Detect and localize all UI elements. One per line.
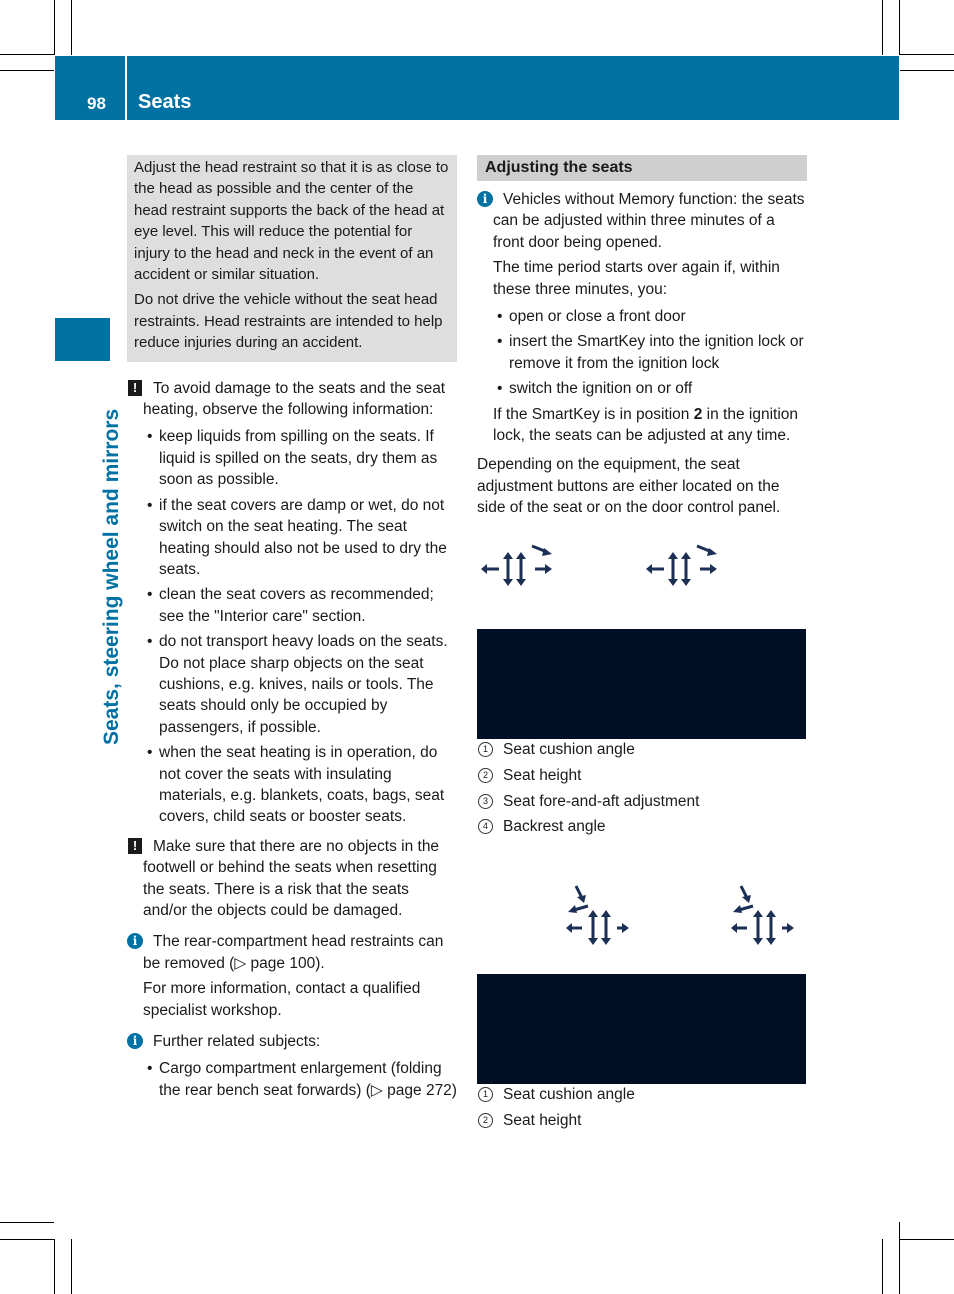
- section-heading: Adjusting the seats: [477, 155, 807, 181]
- callout-number: 3: [478, 794, 493, 809]
- seat-control-icon: [731, 886, 794, 945]
- info-icon: i: [127, 1033, 143, 1049]
- legend-item: [477, 791, 807, 812]
- seat-control-icon: [646, 546, 717, 586]
- note-text: Further related subjects:: [153, 1033, 321, 1051]
- note-text-part: If the SmartKey is in position: [493, 405, 694, 423]
- note-text: The rear-compartment head restraints can be removed (▷ page 100).: [143, 933, 444, 972]
- seat-adjust-figure-1: [477, 539, 807, 739]
- crop-mark: [899, 0, 900, 55]
- callout-number: 1: [478, 1087, 493, 1102]
- seat-adjust-figure-2: [477, 862, 807, 1094]
- list-item: • open or close a front door: [509, 306, 807, 327]
- note-text: Make sure that there are no objects in the footwell or behind the seats when resetting the seats. There is a risk that the seats and/or the objects could be damaged.: [143, 837, 440, 919]
- info-icon: i: [127, 933, 143, 949]
- section-title: Seats: [138, 91, 192, 113]
- note-text: For more information, contact a qualified specialist workshop.: [143, 980, 421, 1019]
- crop-mark: [0, 70, 54, 71]
- seat-adjust-icons: [477, 539, 807, 629]
- note-text: Vehicles without Memory function: the seats can be adjusted within three minutes of a front door being opened.: [493, 191, 805, 251]
- crop-mark: [54, 1239, 55, 1294]
- list-item: • switch the ignition on or off: [509, 378, 807, 399]
- legend-label: Seat height: [503, 1111, 582, 1129]
- bullet-list: [493, 306, 807, 400]
- legend-item: [477, 816, 807, 837]
- note-text-part: in the ignition lock, the seats can be adjusted at any time.: [493, 405, 799, 445]
- callout-number: 1: [478, 742, 493, 757]
- crop-mark: [900, 70, 954, 71]
- seat-control-icon: [481, 546, 552, 586]
- crop-mark: [54, 0, 55, 55]
- list-item: • do not transport heavy loads on the seats. Do not place sharp objects on the seat cushions, e.g. knives, nails or tools. The seats should only be occupied by passengers, if possible.: [159, 631, 457, 738]
- right-column: [477, 155, 807, 1136]
- info-note: [127, 931, 457, 1021]
- exclamation-icon: !: [128, 838, 142, 854]
- side-tab-block: [55, 318, 110, 361]
- figure-image-dark: [477, 629, 806, 739]
- info-note: [127, 1031, 457, 1101]
- header-divider: [125, 56, 127, 120]
- page-number: 98: [87, 94, 106, 113]
- crop-mark: [900, 1239, 954, 1240]
- body-paragraph: Depending on the equipment, the seat adjustment buttons are either located on the side of the seat or on the door control panel.: [477, 456, 781, 517]
- figure-legend: [477, 1084, 807, 1131]
- legend-label: Seat fore-and-aft adjustment: [503, 792, 700, 810]
- list-item: • Cargo compartment enlargement (folding the rear bench seat forwards) (▷ page 272): [159, 1058, 457, 1101]
- page-header: [55, 56, 899, 120]
- legend-label: Backrest angle: [503, 818, 606, 836]
- list-item: • when the seat heating is in operation, do not cover the seats with insulating materials, e.g. blankets, coats, bags, seat covers, child seats or booster seats.: [159, 742, 457, 828]
- seat-adjust-icons: [477, 862, 807, 972]
- list-item: • if the seat covers are damp or wet, do not switch on the seat heating. The seat heating should also not be used to dry the seats.: [159, 495, 457, 581]
- warning-paragraph: Do not drive the vehicle without the seat head restraints. Head restraints are intended to help reduce injuries during an accident.: [134, 291, 443, 352]
- info-note: [477, 189, 807, 446]
- list-item: • clean the seat covers as recommended; see the "Interior care" section.: [159, 584, 457, 627]
- bullet-list: [143, 1058, 457, 1101]
- callout-number: 2: [478, 1113, 493, 1128]
- callout-number: 4: [478, 819, 493, 834]
- crop-mark: [900, 54, 954, 55]
- crop-mark: [882, 0, 883, 55]
- crop-mark: [71, 1239, 72, 1294]
- crop-mark: [71, 0, 72, 55]
- legend-item: [477, 1110, 807, 1131]
- figure-image-dark: [477, 974, 806, 1084]
- exclamation-icon: !: [128, 380, 142, 396]
- seat-control-icon: [566, 886, 629, 945]
- legend-label: Seat cushion angle: [503, 740, 635, 758]
- legend-label: Seat height: [503, 766, 582, 784]
- left-column: [127, 155, 457, 1105]
- callout-number: 2: [478, 768, 493, 783]
- note-text: To avoid damage to the seats and the seat heating, observe the following information:: [143, 379, 446, 419]
- warning-box: [127, 155, 457, 362]
- figure-legend: [477, 739, 807, 838]
- info-icon: i: [477, 191, 493, 207]
- legend-label: Seat cushion angle: [503, 1085, 635, 1103]
- crop-mark: [0, 1239, 54, 1240]
- caution-note: [127, 378, 457, 828]
- note-text: [493, 404, 807, 447]
- legend-item: [477, 739, 807, 760]
- crop-mark: [899, 1222, 900, 1294]
- note-text: The time period starts over again if, within these three minutes, you:: [493, 259, 780, 298]
- crop-mark: [882, 1239, 883, 1294]
- legend-item: [477, 1084, 807, 1105]
- position-number: 2: [693, 405, 703, 423]
- list-item: • keep liquids from spilling on the seats. If liquid is spilled on the seats, dry them as soon as possible.: [159, 426, 457, 490]
- bullet-list: [143, 426, 457, 827]
- caution-note: [127, 836, 457, 922]
- crop-mark: [0, 54, 54, 55]
- side-tab-title: Seats, steering wheel and mirrors: [100, 408, 123, 745]
- warning-paragraph: Adjust the head restraint so that it is as close to the head as possible and the center of the head restraint supports the back of the head at eye level. This will reduce the potential for injury to the head and neck in the event of an accident or similar situation.: [134, 159, 449, 284]
- list-item: • insert the SmartKey into the ignition lock or remove it from the ignition lock: [509, 331, 807, 374]
- crop-mark: [0, 1222, 54, 1223]
- legend-item: [477, 765, 807, 786]
